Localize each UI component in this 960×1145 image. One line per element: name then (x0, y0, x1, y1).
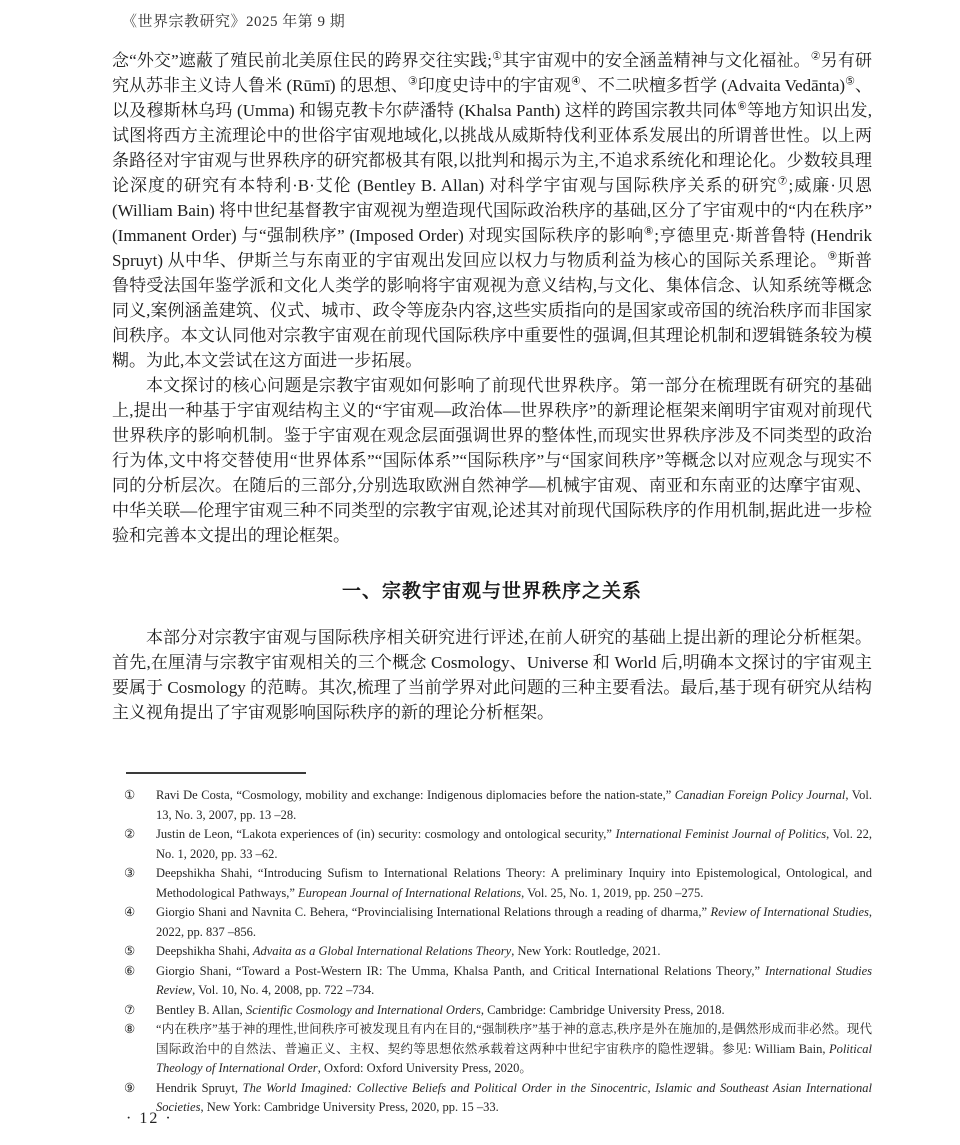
footnote-marker: ② (124, 827, 136, 841)
footnote-item (120, 962, 872, 1001)
text-segment: 、不二吠檀多哲学 (Advaita Vedānta) (580, 76, 846, 95)
text-segment: ;威廉·贝恩 (William Bain) 将中世纪基督教宇宙观视为塑造现代国际政治秩序的基础,区分了宇宙观中的“内在秩序” (Immanent Order) 与“强制秩序” (Imposed Order) 对现实国际秩序的影响 (112, 176, 872, 245)
text-segment: , Vol. 13, No. 3, 2007, pp. 13 –28. (156, 788, 872, 822)
footnote-item (120, 786, 872, 825)
footnote-ref: ① (492, 50, 503, 63)
footnote-text (156, 825, 872, 864)
text-segment: Deepshikha Shahi, (156, 944, 253, 958)
footnote-text (156, 942, 872, 962)
footnote-marker: ⑨ (124, 1080, 136, 1095)
text-segment: , Vol. 10, No. 4, 2008, pp. 722 –734. (192, 983, 375, 997)
footnote-ref: ② (810, 50, 821, 63)
text-segment: 另有研究从苏非主义诗人鲁米 (Rūmī) 的思想、 (112, 51, 872, 95)
text-segment: Scientific Cosmology and International Orders (245, 1002, 481, 1017)
text-segment: 、以及穆斯林乌玛 (Umma) 和锡克教卡尔萨潘特 (Khalsa Panth) 这样的跨国宗教共同体 (112, 76, 872, 120)
page-number: · 12 · (126, 1110, 173, 1127)
footnote-marker: ⑦ (124, 1002, 136, 1017)
footnote-ref: ④ (570, 75, 581, 88)
text-segment: International Feminist Journal of Politics (615, 827, 827, 841)
footnote-ref: ③ (407, 75, 418, 88)
footnote-text (156, 1079, 872, 1118)
text-segment: The World Imagined: Collective Beliefs and Political Order in the Sinocentric, Islamic and Southeast Asian International Societies (156, 1080, 872, 1114)
text-segment: Advaita as a Global International Relations Theory (252, 944, 512, 958)
text-segment: Hendrik Spruyt, (156, 1080, 243, 1095)
text-segment: Ravi De Costa, “Cosmology, mobility and exchange: Indigenous diplomacies before the nation-state,” (156, 788, 675, 802)
text-segment: , 2022, pp. 837 –856. (156, 905, 873, 939)
footnote-ref: ⑦ (777, 175, 789, 188)
text-segment: Political Theology of International Order (156, 1041, 872, 1075)
text-segment: Bentley B. Allan, (156, 1002, 246, 1017)
footnote-marker: ④ (124, 905, 136, 919)
body-paragraph (112, 373, 872, 548)
text-segment: , Cambridge: Cambridge University Press, 2018. (480, 1002, 725, 1017)
text-segment: Giorgio Shani and Navnita C. Behera, “Provincialising International Relations through a reading of dharma,” (156, 905, 711, 919)
footnote-ref: ⑧ (643, 225, 655, 238)
text-segment: Canadian Foreign Policy Journal (674, 788, 846, 802)
footnote-marker: ③ (124, 866, 136, 880)
text-segment: Giorgio Shani, “Toward a Post-Western IR: The Umma, Khalsa Panth, and Critical International Relations Theory,” (156, 963, 765, 978)
footnotes-section (120, 786, 872, 1118)
footnote-marker: ⑧ (124, 1022, 136, 1036)
footnote-ref: ⑨ (827, 250, 838, 263)
footnote-item (120, 864, 872, 903)
footnote-separator (126, 772, 306, 774)
text-segment: 斯普鲁特受法国年鉴学派和文化人类学的影响将宇宙观视为意义结构,与文化、集体信念、认知系统等概念同义,案例涵盖建筑、仪式、城市、政令等庞杂内容,这些实质指向的是国家或帝国的统治秩序而非国家间秩序。本文认同他对宗教宇宙观在前现代国际秩序中重要性的强调,但其理论机制和逻辑链条较为模糊。为此,本文尝试在这方面进一步拓展。 (112, 251, 873, 370)
text-segment: , Vol. 25, No. 1, 2019, pp. 250 –275. (521, 885, 704, 900)
text-segment: 等地方知识出发,试图将西方主流理论中的世俗宇宙观地域化,以挑战从威斯特伐利亚体系发展出的所谓普世性。以上两条路径对宇宙观与世界秩序的研究都极其有限,以批判和揭示为主,不追求系统化和理论化。少数较具理论深度的研究有本特利·B·艾伦 (Bentley B. Allan) 对科学宇宙观与国际秩序关系的研究 (112, 101, 872, 195)
footnote-item (120, 1079, 872, 1118)
footnote-ref: ⑤ (845, 75, 855, 88)
footnote-item (120, 1001, 872, 1021)
text-segment: Review of International Studies (710, 905, 869, 919)
text-segment: Deepshikha Shahi, “Introducing Sufism to International Relations Theory: A preliminary Inquiry into Epistemological, Ontological, and Methodological Pathways,” (156, 866, 872, 900)
text-segment: Justin de Leon, “Lakota experiences of (in) security: cosmology and ontological security,” (156, 827, 616, 841)
text-segment: 印度史诗中的宇宙观 (417, 76, 571, 95)
section-heading: 一、宗教宇宙观与世界秩序之关系 (341, 581, 642, 602)
body-paragraph (112, 625, 872, 725)
text-segment: International Studies Review (156, 963, 872, 997)
footnote-ref: ⑥ (737, 100, 748, 113)
footnote-item (120, 825, 872, 864)
footnote-marker: ⑥ (124, 963, 136, 978)
footnote-marker: ⑤ (124, 944, 136, 958)
footnote-item (120, 942, 872, 962)
body-paragraph (112, 48, 872, 373)
text-segment: ;亨德里克·斯普鲁特 (Hendrik Spruyt) 从中华、伊斯兰与东南亚的宇宙观出发回应以权力与物质利益为核心的国际关系理论。 (112, 226, 872, 270)
text-segment: 念“外交”遮蔽了殖民前北美原住民的跨界交往实践; (112, 51, 493, 70)
text-segment: 其宇宙观中的安全涵盖精神与文化福祉。 (502, 51, 811, 70)
footnote-text (156, 962, 872, 1001)
footnote-text (156, 786, 872, 825)
text-segment: , New York: Cambridge University Press, 2020, pp. 15 –33. (200, 1100, 499, 1114)
footnote-item (120, 1020, 872, 1079)
text-segment: , Vol. 22, No. 1, 2020, pp. 33 –62. (156, 827, 872, 861)
text-segment: , Oxford: Oxford University Press, 2020。 (317, 1061, 532, 1075)
footnote-text (156, 903, 872, 942)
footnote-text (156, 1001, 872, 1021)
article-body (112, 48, 872, 725)
journal-header: 《世界宗教研究》2025 年第 9 期 (122, 14, 346, 30)
footnote-marker: ① (124, 788, 136, 802)
text-segment: European Journal of International Relations (298, 885, 522, 900)
text-segment: 本部分对宗教宇宙观与国际秩序相关研究进行评述,在前人研究的基础上提出新的理论分析框架。首先,在厘清与宗教宇宙观相关的三个概念 Cosmology、Universe 和 World 后,明确本文探讨的宇宙观主要属于 Cosmology 的范畴。其次,梳理了当前学界对此问题的三种主要看法。最后,基于现有研究从结构主义视角提出了宇宙观影响国际秩序的新的理论分析框架。 (112, 628, 872, 722)
footnote-text (156, 864, 872, 903)
footnote-text (156, 1020, 872, 1079)
text-segment: “内在秩序”基于神的理性,世间秩序可被发现且有内在目的,“强制秩序”基于神的意志,秩序是外在施加的,是偶然形成而非必然。现代国际政治中的自然法、普遍正义、主权、契约等思想依然承载着这两种中世纪宇宙秩序的隐性逻辑。参见: William Bain, (156, 1022, 872, 1056)
footnote-item (120, 903, 872, 942)
text-segment: 本文探讨的核心问题是宗教宇宙观如何影响了前现代世界秩序。第一部分在梳理既有研究的基础上,提出一种基于宇宙观结构主义的“宇宙观—政治体—世界秩序”的新理论框架来阐明宇宙观对前现代世界秩序的影响机制。鉴于宇宙观在观念层面强调世界的整体性,而现实世界秩序涉及不同类型的政治行为体,文中将交替使用“世界体系”“国际体系”“国际秩序”与“国家间秩序”等概念以对应观念与现实不同的分析层次。在随后的三部分,分别选取欧洲自然神学—机械宇宙观、南亚和东南亚的达摩宇宙观、中华关联—伦理宇宙观三种不同类型的宗教宇宙观,论述其对前现代国际秩序的作用机制,据此进一步检验和完善本文提出的理论框架。 (112, 376, 872, 545)
text-segment: , New York: Routledge, 2021. (511, 944, 661, 958)
